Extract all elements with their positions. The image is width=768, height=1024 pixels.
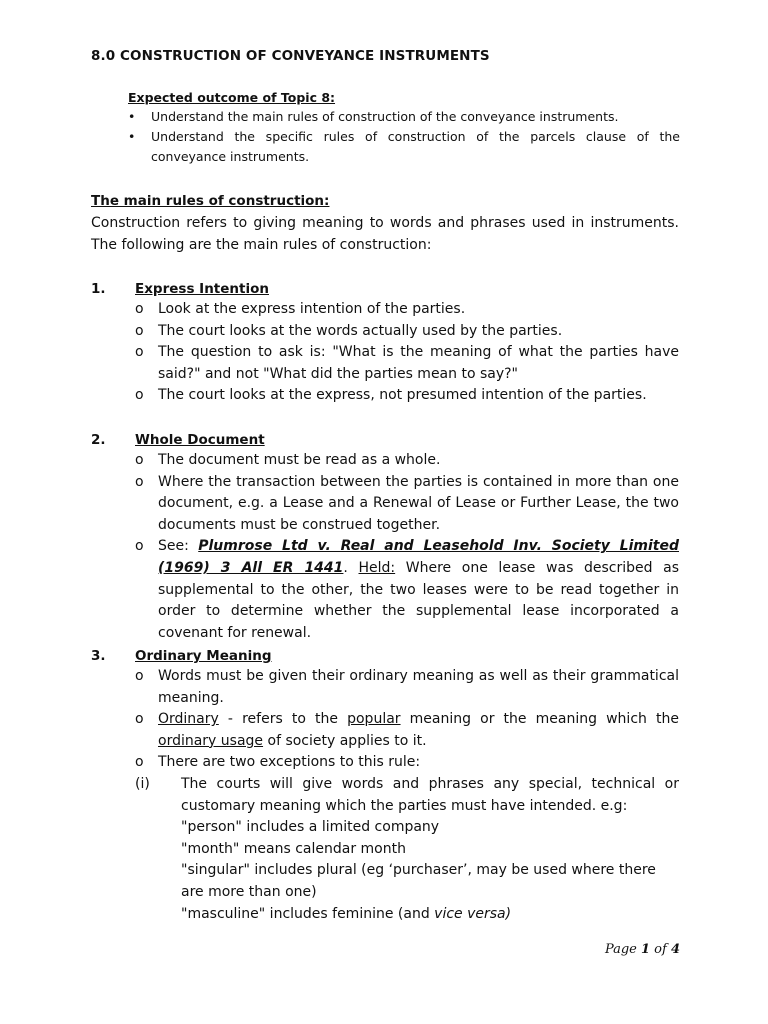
exception-block [135,774,679,925]
list-item: o Where the transaction between the parties is contained in more than one document, e.g. a Lease and a Renewal of Lease or Further Lease, the two documents must be construed together. [135,472,679,537]
list-item: o The document must be read as a whole. [135,450,679,472]
list-item: o Look at the express intention of the parties. [135,299,679,321]
page-total: 4 [670,942,680,957]
outcome-item-text: Understand the specific rules of construction of the parcels clause of the conveyance instruments. [151,129,680,164]
bullet-icon: • [128,129,136,144]
rule-1-number: 1. [91,281,106,297]
rule-2-list [135,450,679,644]
outcome-item [128,107,680,127]
circle-bullet-icon: o [135,711,144,728]
circle-bullet-icon: o [135,754,144,771]
exception-text: The courts will give words and phrases any special, technical or customary meaning which the parties must have intended. e.g: [181,776,679,814]
example-line: "singular" includes plural (eg ‘purchaser’, may be used where there are more than one) [181,862,656,900]
rule-1-title: Express Intention [135,281,269,297]
list-item: o The court looks at the express, not presumed intention of the parties. [135,385,679,407]
circle-bullet-icon: o [135,473,144,490]
rule-3-number: 3. [91,648,106,664]
rule-3-list [135,666,679,774]
page-footer: Page 1 of 4 [604,942,680,957]
circle-bullet-icon: o [135,387,144,404]
case-name: Plumrose Ltd v. Real and Leasehold Inv. Society Limited (1969) 3 All ER 1441 [158,538,679,576]
example-line: "month" means calendar month [181,840,406,857]
expected-outcome-block [128,90,680,167]
list-item: o The question to ask is: "What is the meaning of what the parties have said?" and not "What did the parties mean to say?" [135,342,679,385]
case-citation-item: See: Plumrose Ltd v. Real and Leasehold Inv. Society Limited (1969) 3 All ER 1441. Held: Where one lease was described as supplemental to the other, the two leases were to be read together in order to determine whether the supplemental lease incorporated a covenant for renewal. [158,538,679,641]
circle-bullet-icon: o [135,301,144,317]
circle-bullet-icon: o [135,344,144,361]
outcome-item [128,127,680,167]
bullet-icon: • [128,109,136,124]
document-title: 8.0 CONSTRUCTION OF CONVEYANCE INSTRUMENTS [91,48,490,64]
list-item: o The court looks at the words actually used by the parties. [135,321,679,343]
list-item: o Words must be given their ordinary meaning as well as their grammatical meaning. [135,666,679,709]
main-rules-heading: The main rules of construction: [91,193,330,209]
rule-3-title: Ordinary Meaning [135,648,272,664]
rule-1-list [135,299,679,407]
circle-bullet-icon: o [135,322,144,339]
main-rules-intro: Construction refers to giving meaning to words and phrases used in instruments. The following are the main rules of construction: [91,215,679,253]
outcome-item-text: Understand the main rules of construction of the conveyance instruments. [151,109,619,124]
rule-2-number: 2. [91,432,106,448]
circle-bullet-icon: o [135,538,144,555]
list-item [135,536,679,644]
circle-bullet-icon: o [135,668,144,684]
rule-2-title: Whole Document [135,432,265,448]
expected-outcome-heading: Expected outcome of Topic 8: [128,90,336,105]
held-label: Held: [358,559,396,576]
list-item: o There are two exceptions to this rule: [135,752,679,774]
exception-item [135,774,679,817]
page-number: 1 [641,942,651,957]
example-line: "masculine" includes feminine (and vice versa) [181,905,512,922]
circle-bullet-icon: o [135,452,144,468]
exception-marker: (i) [135,776,150,792]
example-line: "person" includes a limited company [181,819,440,836]
list-item: o Ordinary - refers to the popular meaning or the meaning which the ordinary usage of society applies to it. [135,709,679,752]
held-text: Where one lease was described as supplemental to the other, the two leases were to be read together in order to determine whether the supplemental lease incorporated a covenant for renewal. [158,559,679,641]
